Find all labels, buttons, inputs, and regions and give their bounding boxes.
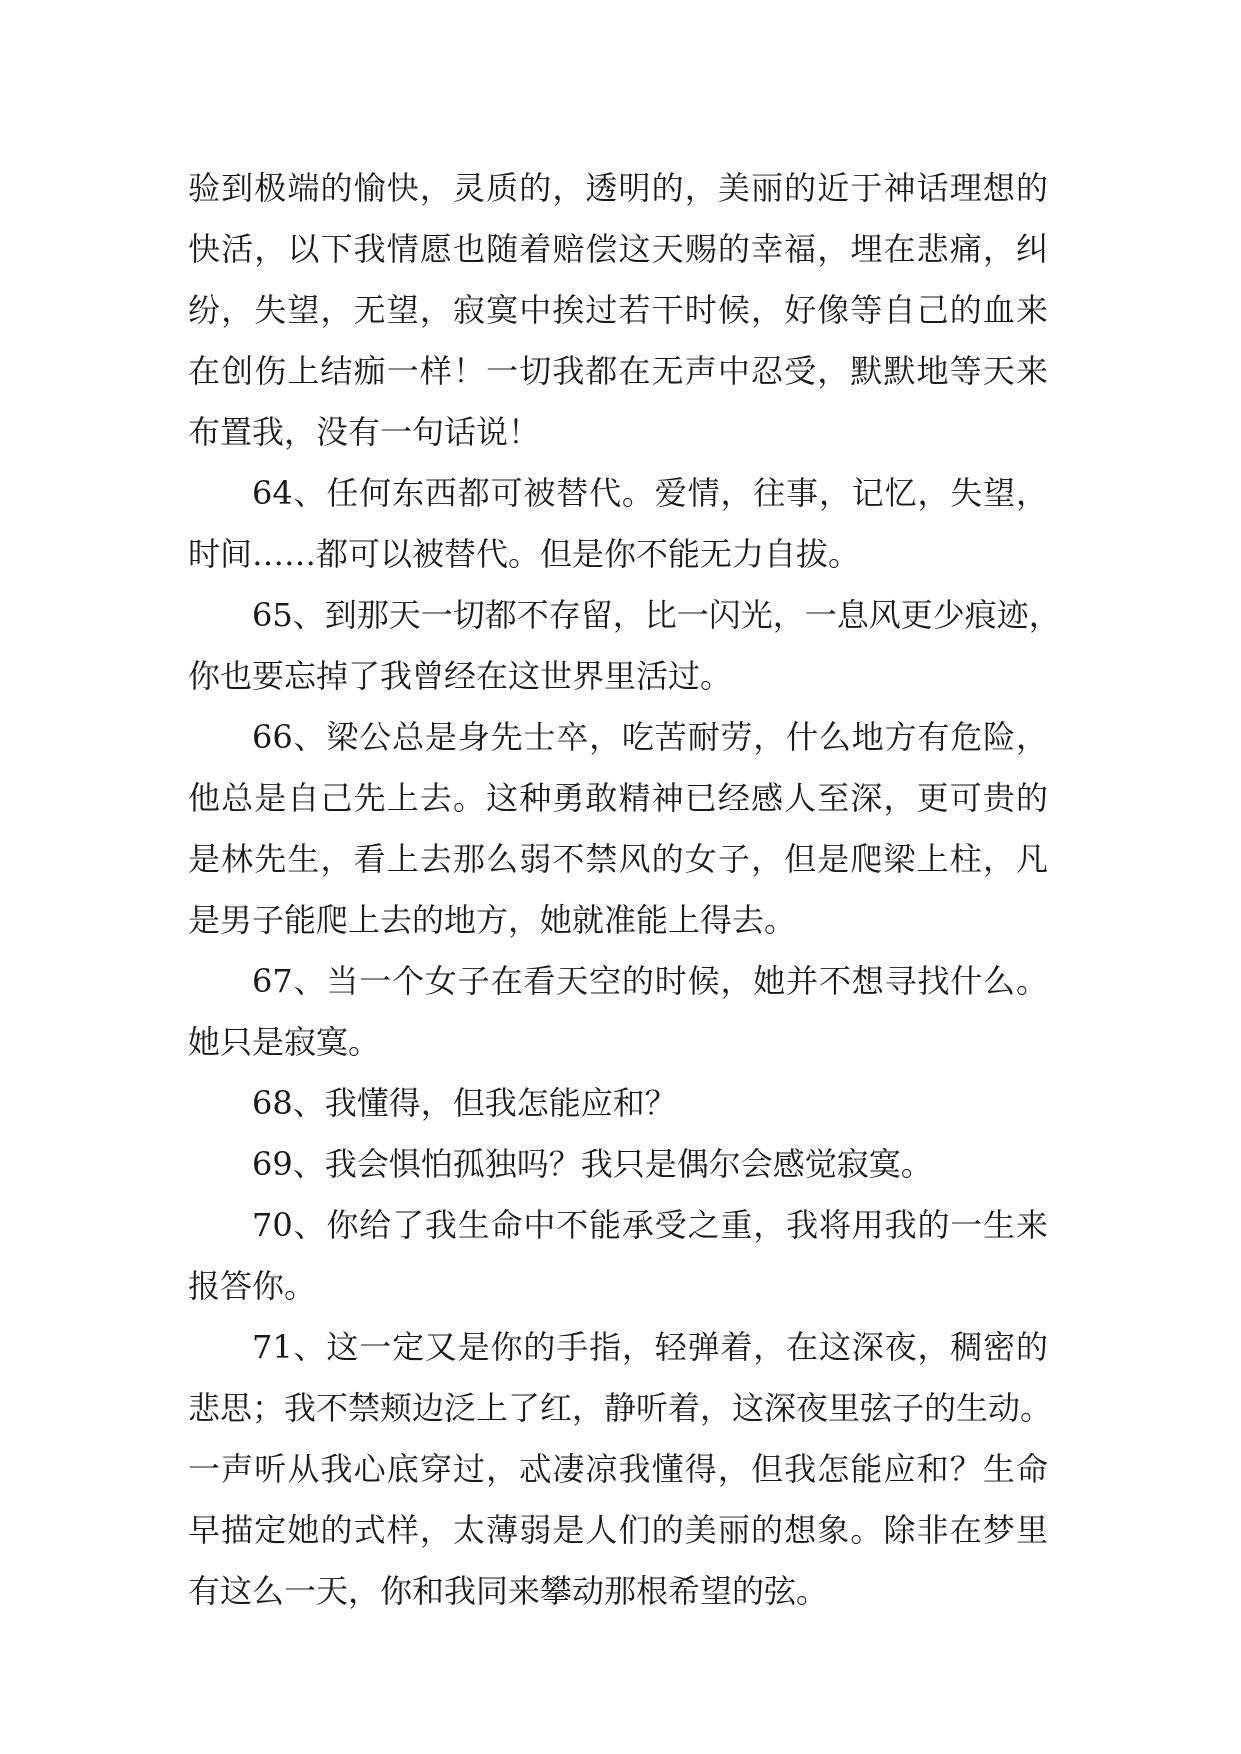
- text-line: 一声听从我心底穿过，忒凄凉我懂得，但我怎能应和？生命: [188, 1450, 1048, 1488]
- text-line: 71、这一定又是你的手指，轻弹着，在这深夜，稠密的: [252, 1328, 1048, 1366]
- text-line: 时间……都可以被替代。但是你不能无力自拔。: [188, 535, 861, 573]
- text-line: 是男子能爬上去的地方，她就准能上得去。: [188, 901, 797, 939]
- text-line: 69、我会惧怕孤独吗？我只是偶尔会感觉寂寞。: [252, 1145, 933, 1183]
- text-line: 验到极端的愉快，灵质的，透明的，美丽的近于神话理想的: [188, 169, 1048, 207]
- text-line: 68、我懂得，但我怎能应和？: [252, 1084, 677, 1122]
- text-line: 70、你给了我生命中不能承受之重，我将用我的一生来: [252, 1206, 1048, 1244]
- text-line: 是林先生，看上去那么弱不禁风的女子，但是爬梁上柱，凡: [188, 840, 1048, 878]
- text-line: 64、任何东西都可被替代。爱情，往事，记忆，失望，: [252, 474, 1048, 512]
- text-line: 在创伤上结痂一样！一切我都在无声中忍受，默默地等天来: [188, 352, 1048, 390]
- text-line: 快活，以下我情愿也随着赔偿这天赐的幸福，埋在悲痛，纠: [188, 230, 1048, 268]
- text-line: 她只是寂寞。: [188, 1023, 381, 1061]
- text-line: 早描定她的式样，太薄弱是人们的美丽的想象。除非在梦里: [188, 1511, 1048, 1549]
- text-line: 悲思；我不禁颊边泛上了红，静听着，这深夜里弦子的生动。: [188, 1389, 1053, 1427]
- text-line: 66、梁公总是身先士卒，吃苦耐劳，什么地方有危险，: [252, 718, 1048, 756]
- text-line: 67、当一个女子在看天空的时候，她并不想寻找什么。: [252, 962, 1048, 1000]
- text-line: 纷，失望，无望，寂寞中挨过若干时候，好像等自己的血来: [188, 291, 1048, 329]
- text-line: 他总是自己先上去。这种勇敢精神已经感人至深，更可贵的: [188, 779, 1048, 817]
- text-line: 有这么一天，你和我同来攀动那根希望的弦。: [188, 1572, 829, 1610]
- text-line: 布置我，没有一句话说！: [188, 413, 541, 451]
- text-line: 报答你。: [188, 1267, 317, 1305]
- text-line: 65、到那天一切都不存留，比一闪光，一息风更少痕迹，: [252, 596, 1061, 634]
- text-line: 你也要忘掉了我曾经在这世界里活过。: [188, 657, 733, 695]
- document-body: [188, 158, 1061, 1622]
